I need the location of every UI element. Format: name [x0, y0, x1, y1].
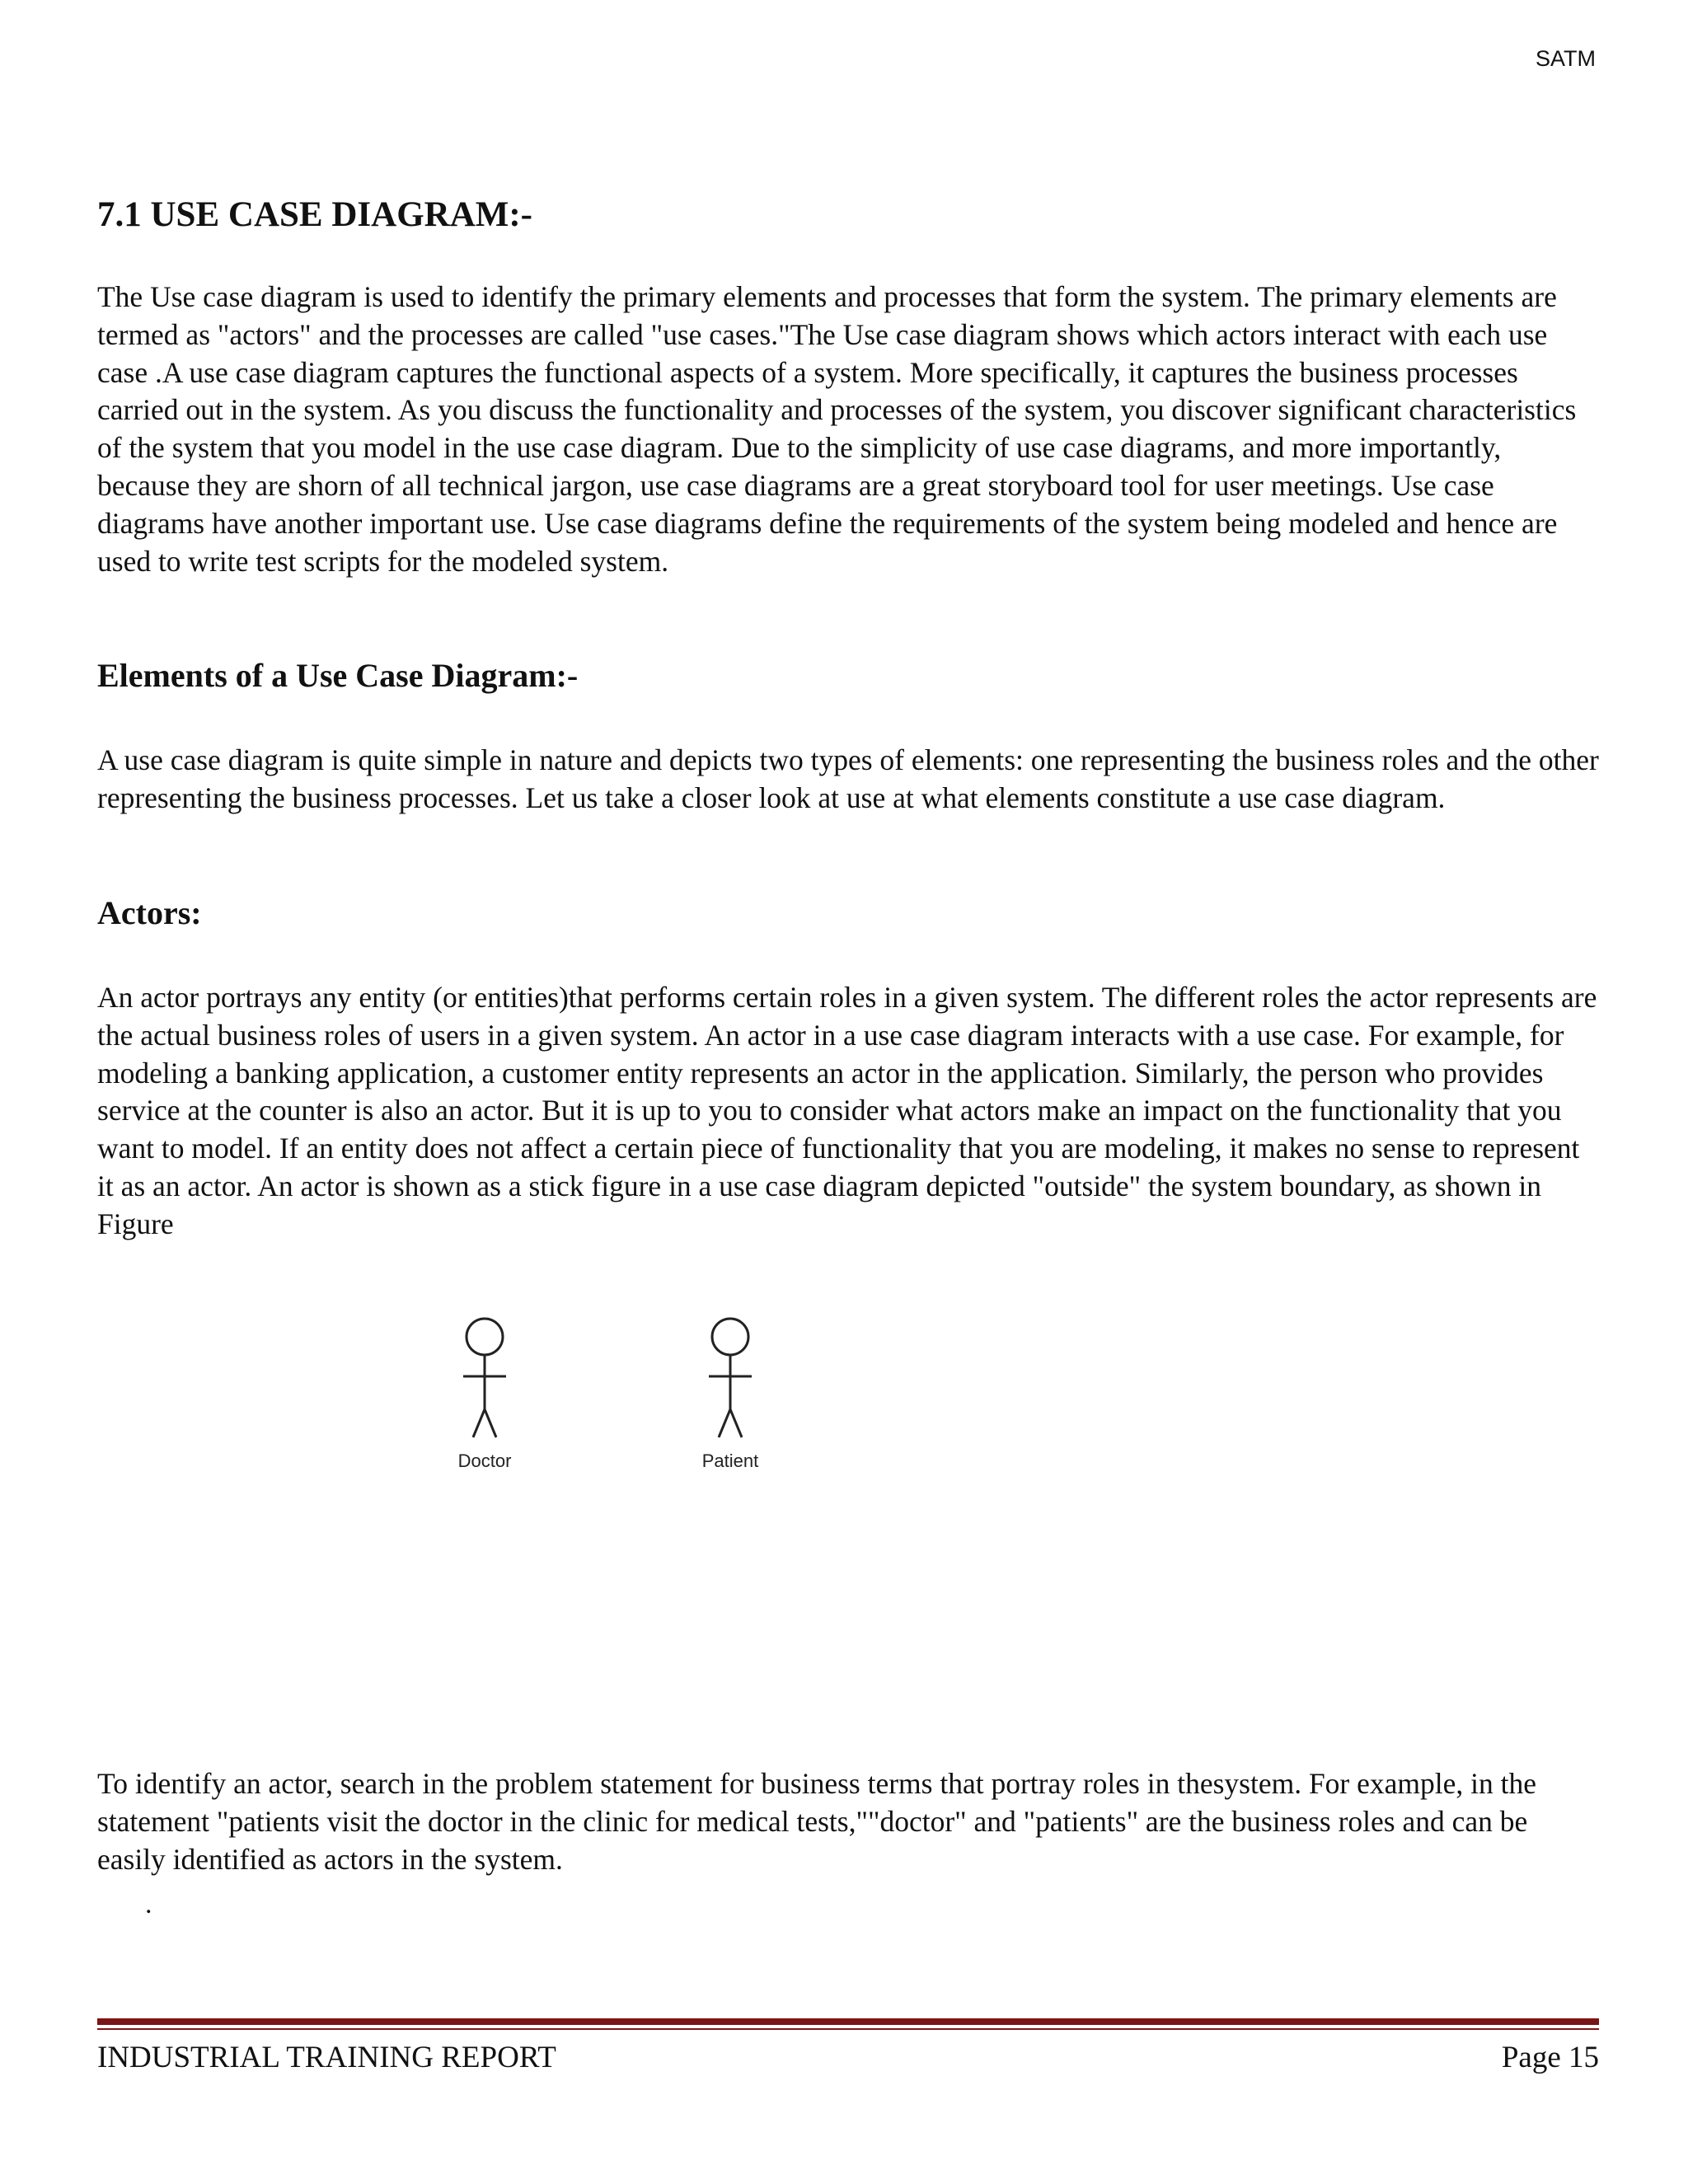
section-title: 7.1 USE CASE DIAGRAM:- [97, 195, 532, 234]
footer-rule [97, 2018, 1599, 2025]
identify-actor-paragraph: To identify an actor, search in the problem statement for business terms that portray roles in thesystem. For example, in the statement "patients visit the doctor in the clinic for medical tests,""doctor" and "patients" are the business roles and can be easily identified as actors in the system. [97, 1767, 1536, 1876]
header-org: SATM [1536, 46, 1596, 71]
elements-heading: Elements of a Use Case Diagram:- [97, 657, 579, 694]
actors-figure-svg [346, 1310, 808, 1492]
footer-page-number: Page 15 [1501, 2041, 1599, 2074]
trailing-mark: . [145, 1889, 152, 1919]
intro-paragraph: The Use case diagram is used to identify the primary elements and processes that form the system. The primary elements are termed as "actors" and the processes are called "use cases."The Use case diagram shows which actors interact with each use case .A use case diagram captures the functional aspects of a system. More specifically, it captures the business processes carried out in the system. As you discuss the functionality and processes of the system, you discover significant characteristics of the system that you model in the use case diagram. Due to the simplicity of use case diagrams, and more importantly, because they are shorn of all technical jargon, use case diagrams are a great storyboard tool for user meetings. Use case diagrams have another important use. Use case diagrams define the requirements of the system being modeled and hence are used to write test scripts for the modeled system. [97, 280, 1577, 578]
actors-paragraph: An actor portrays any entity (or entities)that performs certain roles in a given system. The different roles the actor represents are the actual business roles of users in a given system. An actor in a use case diagram interacts with a use case. For example, for modeling a banking application, a customer entity represents an actor in the application. Similarly, the person who provides service at the counter is also an actor. But it is up to you to consider what actors make an impact on the functionality that you want to model. If an entity does not affect a certain piece of functionality that you are modeling, it makes no sense to represent it as an actor. An actor is shown as a stick figure in a use case diagram depicted "outside" the system boundary, as shown in Figure [97, 981, 1597, 1240]
actors-figure [346, 1310, 808, 1492]
footer-rule-secondary [97, 2028, 1599, 2030]
doctor-actor-icon [463, 1319, 506, 1437]
doctor-label: Doctor [457, 1451, 512, 1471]
patient-actor-icon [709, 1319, 752, 1437]
elements-paragraph: A use case diagram is quite simple in nature and depicts two types of elements: one representing the business roles and the other representing the business processes. Let us take a closer look at use at what elements constitute a use case diagram. [97, 743, 1599, 814]
patient-label: Patient [701, 1451, 759, 1471]
footer-report-title: INDUSTRIAL TRAINING REPORT [97, 2041, 556, 2074]
actors-heading: Actors: [97, 894, 202, 931]
